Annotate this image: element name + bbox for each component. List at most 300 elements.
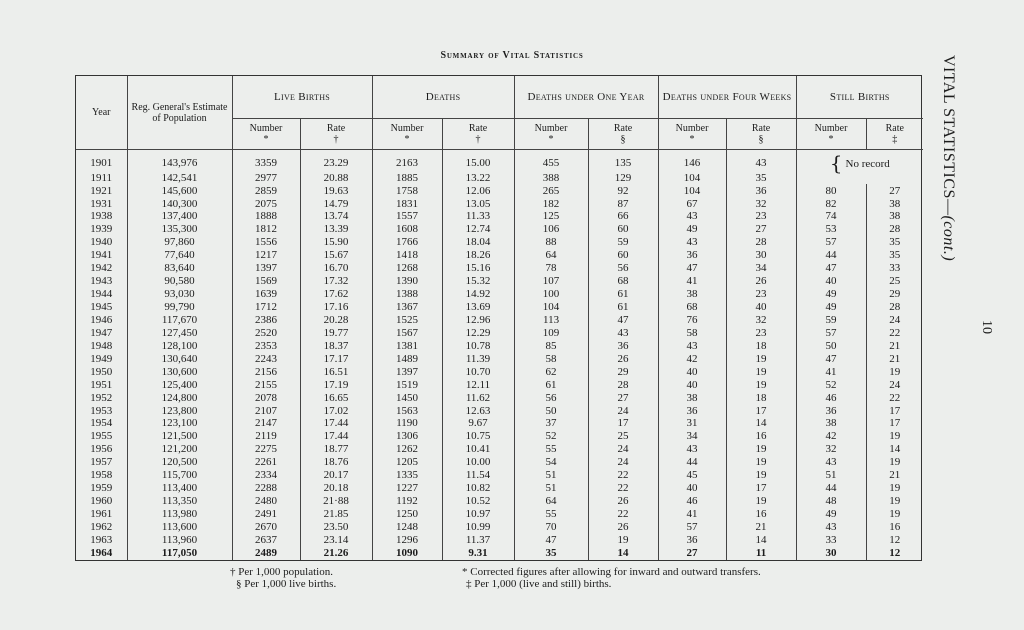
- cell-neonatal-deaths-number: 43: [658, 236, 726, 249]
- cell-neonatal-deaths-number: 40: [658, 366, 726, 379]
- cell-infant-deaths-rate: 28: [588, 379, 658, 392]
- cell-live-births-rate: 20.28: [300, 314, 372, 327]
- cell-infant-deaths-number: 55: [514, 508, 588, 521]
- cell-neonatal-deaths-number: 104: [658, 184, 726, 197]
- subheader-number: [514, 119, 588, 150]
- header-live-births: Live Births: [232, 76, 372, 119]
- cell-population: 77,640: [127, 249, 232, 262]
- cell-neonatal-deaths-number: 38: [658, 391, 726, 404]
- cell-population: 120,500: [127, 456, 232, 469]
- cell-neonatal-deaths-rate: 27: [726, 223, 796, 236]
- cell-live-births-rate: 20.17: [300, 469, 372, 482]
- table-row: [76, 223, 923, 236]
- cell-neonatal-deaths-rate: 18: [726, 340, 796, 353]
- subheader-label: Rate: [468, 123, 488, 134]
- cell-infant-deaths-rate: 19: [588, 534, 658, 547]
- cell-year: 1938: [76, 210, 127, 223]
- cell-infant-deaths-number: 113: [514, 314, 588, 327]
- cell-deaths-number: 1831: [372, 197, 442, 210]
- header-deaths-under-one-year: Deaths under One Year: [514, 76, 658, 119]
- cell-deaths-rate: 18.04: [442, 236, 514, 249]
- cell-deaths-number: 1248: [372, 521, 442, 534]
- cell-neonatal-deaths-number: 46: [658, 495, 726, 508]
- cell-still-births-number: 52: [796, 379, 866, 392]
- cell-live-births-rate: 23.29: [300, 150, 372, 172]
- subheader-mark: *: [404, 134, 410, 145]
- cell-infant-deaths-rate: 129: [588, 172, 658, 185]
- header-deaths: Deaths: [372, 76, 514, 119]
- footnote-per-1000-live-and-still: ‡ Per 1,000 (live and still) births.: [466, 578, 612, 590]
- cell-neonatal-deaths-number: 34: [658, 430, 726, 443]
- cell-infant-deaths-number: 104: [514, 301, 588, 314]
- cell-infant-deaths-number: 37: [514, 417, 588, 430]
- subheader-label: Number: [814, 123, 848, 134]
- cell-still-births-rate: 38: [889, 197, 901, 210]
- cell-population: 145,600: [127, 184, 232, 197]
- table-row: [76, 314, 923, 327]
- vital-statistics-table-frame: [75, 75, 922, 561]
- cell-still-births-number: 47: [796, 353, 866, 366]
- cell-live-births-rate: 23.50: [300, 521, 372, 534]
- cell-year: 1940: [76, 236, 127, 249]
- cell-year: 1921: [76, 184, 127, 197]
- cell-neonatal-deaths-rate: 17: [726, 404, 796, 417]
- cell-live-births-rate: 17.32: [300, 275, 372, 288]
- cell-infant-deaths-rate: 60: [588, 249, 658, 262]
- cell-live-births-number: 2078: [232, 391, 300, 404]
- cell-infant-deaths-rate: 87: [588, 197, 658, 210]
- cell-still-births-number: 57: [796, 236, 866, 249]
- cell-live-births-number: 2275: [232, 443, 300, 456]
- cell-population: 117,050: [127, 547, 232, 560]
- subheader-rate: [866, 119, 923, 150]
- cell-deaths-rate: 15.16: [442, 262, 514, 275]
- cell-still-births-number: 40: [796, 275, 866, 288]
- cell-neonatal-deaths-number: 27: [658, 547, 726, 560]
- cell-year: 1957: [76, 456, 127, 469]
- cell-deaths-number: 1557: [372, 210, 442, 223]
- cell-deaths-rate: 9.31: [442, 547, 514, 560]
- cell-infant-deaths-rate: 59: [588, 236, 658, 249]
- cell-still-births-number: 42: [796, 430, 866, 443]
- cell-deaths-number: 1335: [372, 469, 442, 482]
- cell-year: 1960: [76, 495, 127, 508]
- cell-population: 117,670: [127, 314, 232, 327]
- cell-year: 1958: [76, 469, 127, 482]
- cell-neonatal-deaths-number: 36: [658, 249, 726, 262]
- cell-population: 125,400: [127, 379, 232, 392]
- cell-year: 1911: [76, 172, 127, 185]
- cell-live-births-number: 2155: [232, 379, 300, 392]
- subheader-rate: [442, 119, 514, 150]
- cell-infant-deaths-number: 64: [514, 495, 588, 508]
- cell-live-births-rate: 17.44: [300, 417, 372, 430]
- cell-deaths-rate: 12.74: [442, 223, 514, 236]
- cell-still-births-rate: 33: [889, 262, 901, 275]
- cell-infant-deaths-number: 47: [514, 534, 588, 547]
- cell-deaths-rate: 12.11: [442, 379, 514, 392]
- cell-neonatal-deaths-rate: 35: [726, 172, 796, 185]
- cell-infant-deaths-rate: 26: [588, 353, 658, 366]
- cell-neonatal-deaths-number: 58: [658, 327, 726, 340]
- footnote-per-1000-population: † Per 1,000 population.: [230, 566, 333, 578]
- cell-neonatal-deaths-number: 38: [658, 288, 726, 301]
- cell-deaths-rate: 18.26: [442, 249, 514, 262]
- cell-deaths-number: 1205: [372, 456, 442, 469]
- side-title: [939, 55, 957, 261]
- cell-deaths-rate: 10.41: [442, 443, 514, 456]
- cell-live-births-number: 1639: [232, 288, 300, 301]
- cell-infant-deaths-rate: 56: [588, 262, 658, 275]
- cell-live-births-rate: 18.77: [300, 443, 372, 456]
- cell-deaths-number: 1390: [372, 275, 442, 288]
- cell-neonatal-deaths-rate: 23: [726, 210, 796, 223]
- subheader-label: Rate: [885, 123, 904, 134]
- cell-live-births-number: 2480: [232, 495, 300, 508]
- cell-infant-deaths-number: 61: [514, 379, 588, 392]
- cell-population: 115,700: [127, 469, 232, 482]
- cell-infant-deaths-number: 388: [514, 172, 588, 185]
- cell-infant-deaths-rate: 24: [588, 443, 658, 456]
- table-body: [76, 150, 923, 561]
- cell-neonatal-deaths-number: 43: [658, 443, 726, 456]
- cell-still-births-rate: 21: [889, 469, 901, 482]
- subheader-mark: †: [333, 134, 339, 145]
- subheader-rate: [300, 119, 372, 150]
- cell-live-births-number: 2670: [232, 521, 300, 534]
- cell-deaths-rate: 12.06: [442, 184, 514, 197]
- cell-infant-deaths-rate: 43: [588, 327, 658, 340]
- table-row: [76, 150, 923, 172]
- cell-deaths-number: 2163: [372, 150, 442, 172]
- cell-infant-deaths-number: 70: [514, 521, 588, 534]
- cell-live-births-number: 2156: [232, 366, 300, 379]
- subheader-number: [372, 119, 442, 150]
- cell-live-births-number: 2491: [232, 508, 300, 521]
- cell-deaths-number: 1192: [372, 495, 442, 508]
- cell-infant-deaths-number: 35: [514, 547, 588, 560]
- cell-deaths-rate: 10.97: [442, 508, 514, 521]
- cell-live-births-rate: 23.14: [300, 534, 372, 547]
- cell-year: 1954: [76, 417, 127, 430]
- no-record-text: No record: [845, 157, 890, 170]
- cell-deaths-rate: 9.67: [442, 417, 514, 430]
- page-title: Summary of Vital Statistics: [440, 50, 584, 61]
- cell-deaths-number: 1381: [372, 340, 442, 353]
- cell-infant-deaths-number: 52: [514, 430, 588, 443]
- cell-deaths-rate: 15.32: [442, 275, 514, 288]
- cell-live-births-rate: 15.67: [300, 249, 372, 262]
- cell-neonatal-deaths-number: 104: [658, 172, 726, 185]
- cell-deaths-number: 1525: [372, 314, 442, 327]
- cell-population: 143,976: [127, 150, 232, 172]
- table-row: [76, 262, 923, 275]
- cell-still-births-number: 41: [796, 366, 866, 379]
- cell-live-births-number: 2489: [232, 547, 300, 560]
- table-row: [76, 172, 923, 185]
- cell-infant-deaths-rate: 92: [588, 184, 658, 197]
- cell-still-births-number: 50: [796, 340, 866, 353]
- cell-neonatal-deaths-rate: 18: [726, 391, 796, 404]
- subheader-mark: *: [689, 134, 695, 145]
- cell-live-births-rate: 16.65: [300, 391, 372, 404]
- cell-infant-deaths-rate: 66: [588, 210, 658, 223]
- cell-population: 113,400: [127, 482, 232, 495]
- cell-population: 130,640: [127, 353, 232, 366]
- cell-live-births-number: 2859: [232, 184, 300, 197]
- cell-deaths-rate: 12.29: [442, 327, 514, 340]
- subheader-number: [796, 119, 866, 150]
- cell-infant-deaths-rate: 22: [588, 482, 658, 495]
- cell-deaths-number: 1758: [372, 184, 442, 197]
- subheader-label: Number: [390, 123, 424, 134]
- cell-live-births-rate: 16.70: [300, 262, 372, 275]
- cell-live-births-number: 1888: [232, 210, 300, 223]
- cell-population: 130,600: [127, 366, 232, 379]
- cell-live-births-number: 2977: [232, 172, 300, 185]
- cell-live-births-rate: 19.77: [300, 327, 372, 340]
- cell-population: 113,960: [127, 534, 232, 547]
- subheader-mark: §: [758, 134, 764, 145]
- cell-still-births-number: 38: [796, 417, 866, 430]
- cell-still-births-number: 51: [796, 469, 866, 482]
- cell-still-births-rate: 22: [889, 391, 901, 404]
- cell-population: 121,200: [127, 443, 232, 456]
- vital-statistics-table: [76, 76, 923, 560]
- cell-neonatal-deaths-rate: 23: [726, 327, 796, 340]
- cell-still-births-rate: 25: [889, 275, 901, 288]
- cell-year: 1953: [76, 404, 127, 417]
- cell-infant-deaths-rate: 135: [588, 150, 658, 172]
- cell-neonatal-deaths-rate: 21: [726, 521, 796, 534]
- subheader-mark: *: [548, 134, 554, 145]
- footnote-per-1000-live-births: § Per 1,000 live births.: [236, 578, 337, 590]
- cell-year: 1949: [76, 353, 127, 366]
- header-population: Reg. General's Estimate of Population: [127, 76, 232, 150]
- cell-still-births-number: 57: [796, 327, 866, 340]
- cell-deaths-number: 1090: [372, 547, 442, 560]
- cell-infant-deaths-number: 85: [514, 340, 588, 353]
- cell-year: 1961: [76, 508, 127, 521]
- cell-live-births-number: 2243: [232, 353, 300, 366]
- cell-live-births-rate: 14.79: [300, 197, 372, 210]
- table-row: [76, 379, 923, 392]
- cell-deaths-number: 1563: [372, 404, 442, 417]
- cell-infant-deaths-rate: 24: [588, 404, 658, 417]
- cell-live-births-rate: 15.90: [300, 236, 372, 249]
- cell-neonatal-deaths-rate: 17: [726, 482, 796, 495]
- cell-deaths-number: 1766: [372, 236, 442, 249]
- cell-live-births-number: 1569: [232, 275, 300, 288]
- cell-year: 1948: [76, 340, 127, 353]
- subheader-mark: *: [828, 134, 834, 145]
- subheader-label: Rate: [326, 123, 346, 134]
- cell-infant-deaths-rate: 24: [588, 456, 658, 469]
- cell-live-births-number: 2288: [232, 482, 300, 495]
- cell-year: 1956: [76, 443, 127, 456]
- cell-neonatal-deaths-rate: 19: [726, 495, 796, 508]
- cell-still-births-number: 44: [796, 482, 866, 495]
- cell-still-births-number: 49: [796, 508, 866, 521]
- cell-year: 1963: [76, 534, 127, 547]
- cell-still-births-number: 74: [796, 210, 866, 223]
- cell-neonatal-deaths-number: 68: [658, 301, 726, 314]
- cell-neonatal-deaths-number: 45: [658, 469, 726, 482]
- cell-neonatal-deaths-rate: 36: [726, 184, 796, 197]
- cell-neonatal-deaths-rate: 19: [726, 443, 796, 456]
- cell-infant-deaths-number: 125: [514, 210, 588, 223]
- cell-infant-deaths-number: 58: [514, 353, 588, 366]
- cell-neonatal-deaths-rate: 40: [726, 301, 796, 314]
- subheader-label: Number: [249, 123, 283, 134]
- cell-deaths-number: 1306: [372, 430, 442, 443]
- cell-deaths-rate: 10.75: [442, 430, 514, 443]
- cell-infant-deaths-number: 107: [514, 275, 588, 288]
- cell-deaths-rate: 10.00: [442, 456, 514, 469]
- cell-infant-deaths-rate: 60: [588, 223, 658, 236]
- brace-icon: {: [829, 150, 843, 175]
- cell-still-births-rate: 19: [889, 430, 901, 443]
- cell-still-births-rate: 17: [889, 404, 901, 417]
- cell-population: 93,030: [127, 288, 232, 301]
- cell-still-births-number: 43: [796, 456, 866, 469]
- cell-year: 1901: [76, 150, 127, 172]
- cell-deaths-number: 1567: [372, 327, 442, 340]
- cell-still-births-number: 36: [796, 404, 866, 417]
- cell-infant-deaths-number: 100: [514, 288, 588, 301]
- cell-deaths-number: 1489: [372, 353, 442, 366]
- cell-still-births-rate: 19: [889, 456, 901, 469]
- header-deaths-under-four-weeks: Deaths under Four Weeks: [658, 76, 796, 119]
- cell-infant-deaths-number: 455: [514, 150, 588, 172]
- cell-neonatal-deaths-number: 43: [658, 210, 726, 223]
- cell-year: 1939: [76, 223, 127, 236]
- table-row: [76, 417, 923, 430]
- side-title-main: VITAL STATISTICS—: [940, 55, 957, 216]
- cell-neonatal-deaths-rate: 19: [726, 366, 796, 379]
- cell-still-births-rate: 24: [889, 378, 901, 391]
- cell-deaths-number: 1608: [372, 223, 442, 236]
- cell-year: 1945: [76, 301, 127, 314]
- cell-neonatal-deaths-rate: 19: [726, 456, 796, 469]
- cell-live-births-number: 1397: [232, 262, 300, 275]
- cell-deaths-rate: 10.99: [442, 521, 514, 534]
- table-row: [76, 482, 923, 495]
- cell-neonatal-deaths-number: 36: [658, 534, 726, 547]
- cell-live-births-number: 1712: [232, 301, 300, 314]
- cell-still-births-rate: 22: [889, 326, 901, 339]
- cell-deaths-number: 1519: [372, 379, 442, 392]
- table-row: [76, 469, 923, 482]
- cell-live-births-number: 2075: [232, 197, 300, 210]
- cell-live-births-rate: 21·88: [300, 495, 372, 508]
- cell-still-births-rate: 12: [889, 547, 901, 559]
- cell-infant-deaths-rate: 14: [588, 547, 658, 560]
- cell-year: 1941: [76, 249, 127, 262]
- header-still-births: Still Births: [796, 76, 923, 119]
- cell-neonatal-deaths-number: 36: [658, 404, 726, 417]
- cell-live-births-number: 1556: [232, 236, 300, 249]
- cell-live-births-rate: 21.26: [300, 547, 372, 560]
- subheader-mark: §: [620, 134, 626, 145]
- cell-infant-deaths-rate: 26: [588, 495, 658, 508]
- cell-live-births-number: 2637: [232, 534, 300, 547]
- cell-still-births-number: 82: [796, 197, 866, 210]
- cell-infant-deaths-number: 265: [514, 184, 588, 197]
- cell-year: 1962: [76, 521, 127, 534]
- cell-neonatal-deaths-rate: 28: [726, 236, 796, 249]
- cell-neonatal-deaths-number: 57: [658, 521, 726, 534]
- cell-population: 124,800: [127, 391, 232, 404]
- cell-infant-deaths-rate: 68: [588, 275, 658, 288]
- cell-live-births-number: 2107: [232, 404, 300, 417]
- table-row: [76, 340, 923, 353]
- cell-still-births-rate: 21: [889, 339, 901, 352]
- cell-deaths-rate: 13.05: [442, 197, 514, 210]
- cell-neonatal-deaths-number: 41: [658, 508, 726, 521]
- cell-live-births-rate: 18.76: [300, 456, 372, 469]
- cell-year: 1943: [76, 275, 127, 288]
- subheader-mark: ‡: [892, 134, 898, 145]
- table-row: [76, 184, 923, 197]
- cell-infant-deaths-rate: 25: [588, 430, 658, 443]
- cell-year: 1950: [76, 366, 127, 379]
- cell-live-births-number: 3359: [232, 150, 300, 172]
- table-row: [76, 508, 923, 521]
- cell-neonatal-deaths-rate: 19: [726, 469, 796, 482]
- subheader-label: Rate: [613, 123, 633, 134]
- cell-neonatal-deaths-rate: 30: [726, 249, 796, 262]
- cell-neonatal-deaths-rate: 26: [726, 275, 796, 288]
- cell-live-births-number: 2334: [232, 469, 300, 482]
- table-row: [76, 249, 923, 262]
- cell-still-births-rate: 17: [889, 417, 901, 430]
- cell-deaths-number: 1268: [372, 262, 442, 275]
- cell-population: 142,541: [127, 172, 232, 185]
- cell-infant-deaths-rate: 61: [588, 288, 658, 301]
- cell-deaths-number: 1250: [372, 508, 442, 521]
- cell-infant-deaths-number: 62: [514, 366, 588, 379]
- cell-deaths-rate: 11.39: [442, 353, 514, 366]
- subheader-mark: *: [263, 134, 269, 145]
- cell-deaths-number: 1397: [372, 366, 442, 379]
- cell-still-births-rate: 12: [889, 533, 901, 546]
- side-title-cont: (cont.): [940, 215, 957, 262]
- cell-live-births-number: 2119: [232, 430, 300, 443]
- cell-deaths-number: 1190: [372, 417, 442, 430]
- cell-neonatal-deaths-rate: 32: [726, 314, 796, 327]
- cell-live-births-rate: 17.02: [300, 404, 372, 417]
- cell-live-births-rate: 17.17: [300, 353, 372, 366]
- cell-neonatal-deaths-rate: 34: [726, 262, 796, 275]
- cell-population: 121,500: [127, 430, 232, 443]
- cell-still-births-rate: 27: [889, 184, 901, 197]
- table-row: [76, 288, 923, 301]
- cell-neonatal-deaths-number: 47: [658, 262, 726, 275]
- cell-infant-deaths-number: 55: [514, 443, 588, 456]
- cell-year: 1944: [76, 288, 127, 301]
- cell-population: 135,300: [127, 223, 232, 236]
- cell-neonatal-deaths-rate: 11: [726, 547, 796, 560]
- table-row: [76, 391, 923, 404]
- cell-deaths-rate: 11.37: [442, 534, 514, 547]
- cell-still-births-rate: 16: [889, 520, 901, 533]
- cell-live-births-rate: 13.74: [300, 210, 372, 223]
- cell-still-births-number: 49: [796, 301, 866, 314]
- cell-infant-deaths-rate: 26: [588, 521, 658, 534]
- table-row: [76, 547, 923, 560]
- cell-still-births-rate: 19: [889, 482, 901, 495]
